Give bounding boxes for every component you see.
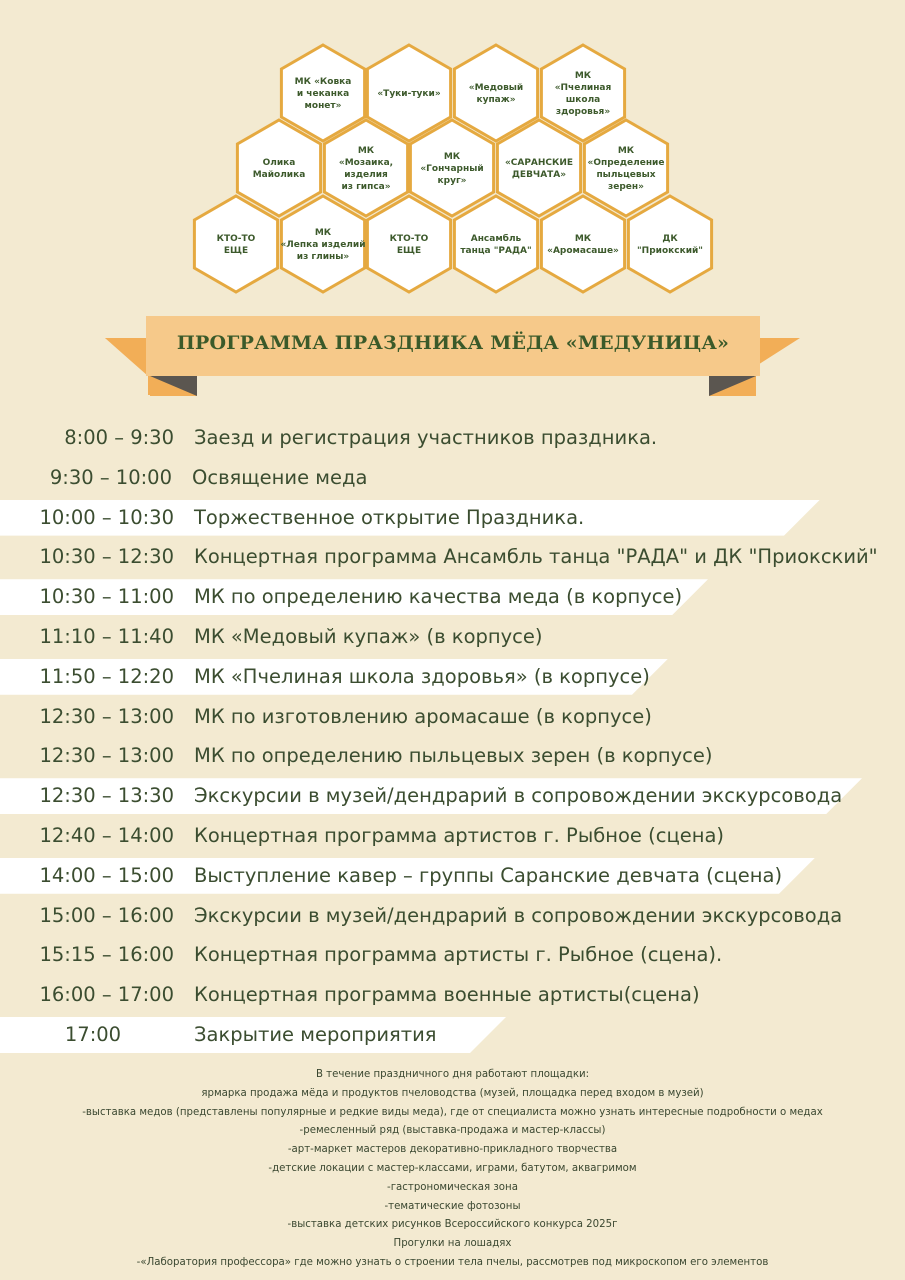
hexagon-label: Майолика xyxy=(252,170,306,180)
hexagon-label: «Лепка изделий xyxy=(280,240,366,250)
hexagon-label: купаж» xyxy=(476,95,516,105)
hexagon-label: КТО-ТО xyxy=(389,234,429,244)
note-line: ярмарка продажа мёда и продуктов пчеловодства (музей, площадка перед входом в музей) xyxy=(201,1087,704,1099)
schedule-time: 10:30 – 12:30 xyxy=(39,545,174,569)
note-line: -ремесленный ряд (выставка-продажа и мастер-классы) xyxy=(299,1125,606,1137)
schedule-time: 15:00 – 16:00 xyxy=(39,903,174,927)
schedule-row xyxy=(0,577,905,617)
hexagon-label: ДК xyxy=(662,234,678,244)
schedule-time: 12:30 – 13:30 xyxy=(39,784,174,808)
schedule-description: МК «Медовый купаж» (в корпусе) xyxy=(194,625,543,648)
hexagon-label: "Приокский" xyxy=(636,246,704,256)
hexagon-label: «Пчелиная xyxy=(554,83,612,93)
note-line: -детские локации с мастер-классами, играми, батутом, аквагримом xyxy=(268,1162,637,1174)
schedule-description: МК по изготовлению аромасаше (в корпусе) xyxy=(194,704,652,728)
hexagon-label: ДЕВЧАТА» xyxy=(511,170,567,180)
hexagon-label: МК xyxy=(357,146,375,156)
schedule-row xyxy=(0,975,905,1015)
schedule-description: МК по определению пыльцевых зерен (в корпусе) xyxy=(194,744,713,768)
hexagon-label: «Аромасаше» xyxy=(547,246,619,256)
hexagon-label: пыльцевых xyxy=(596,170,656,180)
schedule-description: МК по определению качества меда (в корпусе) xyxy=(194,585,683,609)
schedule-time: 14:00 – 15:00 xyxy=(39,863,174,887)
hexagon-shape xyxy=(541,196,624,292)
schedule-time: 10:30 – 11:00 xyxy=(39,585,174,609)
schedule-description: Экскурсии в музей/дендрарий в сопровождении экскурсовода xyxy=(194,784,843,808)
program-title: ПРОГРАММА ПРАЗДНИКА МЁДА «МЕДУНИЦА» xyxy=(176,332,730,354)
hexagon-shape xyxy=(194,196,277,292)
schedule-time: 8:00 – 9:30 xyxy=(64,426,174,449)
hexagon-label: Ансамбль xyxy=(470,234,522,244)
note-line: -гастрономическая зона xyxy=(387,1181,518,1193)
hexagon-label: из глины» xyxy=(296,252,350,262)
schedule-time: 11:50 – 12:20 xyxy=(39,664,174,688)
hexagon-label: монет» xyxy=(304,101,342,111)
schedule-description: Концертная программа артисты г. Рыбное (сцена). xyxy=(194,943,723,967)
note-line: -выставка медов (представлены популярные и редкие виды меда), где от специалиста можно узнать интересные подробности о медах xyxy=(82,1106,823,1118)
honeycomb-cell xyxy=(628,196,711,292)
venues-notes xyxy=(0,1066,905,1273)
note-line: Прогулки на лошадях xyxy=(393,1238,512,1250)
schedule-description: Заезд и регистрация участников праздника. xyxy=(194,426,658,449)
hexagon-shape xyxy=(628,196,711,292)
honeycomb-cell xyxy=(454,196,537,292)
honeycomb-grid xyxy=(0,0,905,300)
schedule-description: Выступление кавер – группы Саранские девчата (сцена) xyxy=(194,863,783,887)
schedule-description: Концертная программа военные артисты(сцена) xyxy=(194,983,700,1007)
hexagon-label: здоровья» xyxy=(555,107,611,117)
honeycomb-cell xyxy=(280,196,365,292)
hexagon-label: «Медовый xyxy=(468,83,524,93)
schedule-time: 12:40 – 14:00 xyxy=(39,824,174,847)
hexagon-label: МК xyxy=(574,234,592,244)
schedule-row xyxy=(0,537,905,577)
hexagon-shape xyxy=(367,196,450,292)
schedule-description: Закрытие мероприятия xyxy=(194,1023,437,1046)
schedule-description: Концертная программа артистов г. Рыбное (сцена) xyxy=(194,824,725,847)
note-line: -«Лаборатория профессора» где можно узнать о строении тела пчелы, рассмотрев под микроскопом его элементов xyxy=(136,1256,769,1268)
schedule-description: Экскурсии в музей/дендрарий в сопровождении экскурсовода xyxy=(194,903,843,927)
schedule-row xyxy=(0,816,905,856)
schedule-row xyxy=(0,776,905,816)
note-line: -арт-маркет мастеров декоративно-прикладного творчества xyxy=(287,1144,618,1156)
hexagon-label: танца "РАДА" xyxy=(460,246,532,256)
schedule-description: МК «Пчелиная школа здоровья» (в корпусе) xyxy=(194,664,650,688)
schedule-row xyxy=(0,498,905,538)
schedule-time: 16:00 – 17:00 xyxy=(39,983,174,1007)
hexagon-label: МК xyxy=(314,228,332,238)
schedule-row xyxy=(0,697,905,737)
schedule-time: 17:00 xyxy=(64,1023,122,1046)
honeycomb-cell xyxy=(367,196,450,292)
hexagon-label: и чеканка xyxy=(296,89,350,99)
schedule-description: Освящение меда xyxy=(192,465,368,489)
honeycomb-cell xyxy=(237,120,320,216)
note-line: В течение праздничного дня работают площадки: xyxy=(315,1069,590,1080)
hexagon-shape xyxy=(454,196,537,292)
schedule-row xyxy=(0,856,905,896)
schedule-row xyxy=(0,1015,905,1055)
schedule-time: 12:30 – 13:00 xyxy=(39,704,174,728)
hexagon-label: МК «Ковка xyxy=(294,77,352,87)
hexagon-label: «Мозаика, xyxy=(338,158,394,168)
schedule-time: 15:15 – 16:00 xyxy=(39,943,174,967)
hexagon-label: МК xyxy=(617,146,635,156)
honeycomb-cell xyxy=(194,196,277,292)
hexagon-label: изделия xyxy=(344,170,388,180)
schedule-row xyxy=(0,657,905,697)
schedule-row xyxy=(0,896,905,936)
hexagon-label: «Туки-туки» xyxy=(377,89,441,99)
note-line: -тематические фотозоны xyxy=(384,1200,521,1212)
honeycomb-cell xyxy=(541,196,624,292)
schedule-time: 12:30 – 13:00 xyxy=(39,744,174,768)
schedule-row xyxy=(0,617,905,657)
hexagon-label: из гипса» xyxy=(341,182,391,192)
schedule-row xyxy=(0,935,905,975)
hexagon-label: МК xyxy=(574,71,592,81)
hexagon-label: «Определение xyxy=(587,158,665,168)
hexagon-label: «САРАНСКИЕ xyxy=(504,158,574,168)
schedule-time: 10:00 – 10:30 xyxy=(39,505,174,529)
hexagon-label: МК xyxy=(443,152,461,162)
schedule-time: 11:10 – 11:40 xyxy=(39,625,174,648)
hexagon-label: ЕЩЕ xyxy=(396,246,422,256)
note-line: -выставка детских рисунков Всероссийского конкурса 2025г xyxy=(287,1219,618,1231)
schedule-time: 9:30 – 10:00 xyxy=(49,465,172,489)
schedule-row xyxy=(0,458,905,498)
hexagon-label: круг» xyxy=(437,176,467,186)
hexagon-label: КТО-ТО xyxy=(216,234,256,244)
schedule-description: Концертная программа Ансамбль танца "РАДА" и ДК "Приокский" xyxy=(194,545,878,569)
hexagon-shape xyxy=(237,120,320,216)
schedule-description: Торжественное открытие Праздника. xyxy=(194,505,585,529)
hexagon-label: Олика xyxy=(262,158,296,168)
schedule-row xyxy=(0,736,905,776)
hexagon-label: «Гончарный xyxy=(420,164,484,174)
hexagon-label: школа xyxy=(565,95,601,105)
hexagon-label: зерен» xyxy=(608,182,644,192)
hexagon-label: ЕЩЕ xyxy=(223,246,249,256)
schedule-row xyxy=(0,418,905,458)
